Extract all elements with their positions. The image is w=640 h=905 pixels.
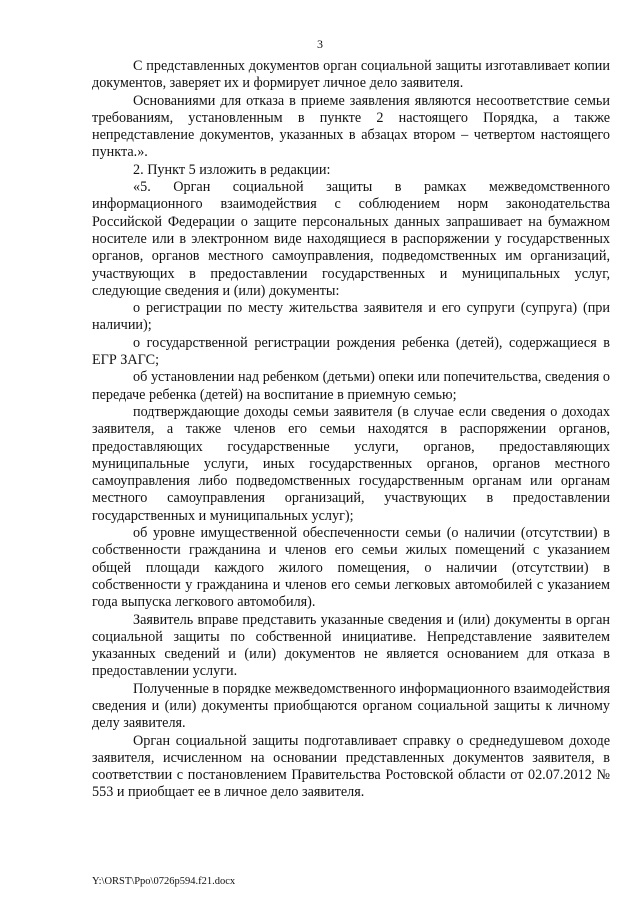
paragraph: Заявитель вправе представить указанные сведения и (или) документы в орган социальной защиты по собственной инициативе. Непредставление заявителем указанных сведений и (или) документов не является основанием для отказа в предоставлении услуги. [92, 611, 610, 680]
paragraph: С представленных документов орган социальной защиты изготавливает копии документов, заверяет их и формирует личное дело заявителя. [92, 58, 610, 92]
document-body [92, 58, 610, 802]
paragraph: Полученные в порядке межведомственного информационного взаимодействия сведения и (или) документы приобщаются органом социальной защиты к личному делу заявителя. [92, 680, 610, 732]
footer-file-path: Y:\ORST\Ppo\0726p594.f21.docx [92, 876, 236, 887]
paragraph: Орган социальной защиты подготавливает справку о среднедушевом доходе заявителя, исчисленном на основании представленных документов заявителя, в соответствии с постановлением Правительства Ростовской области от 02.07.2012 № 553 и приобщает ее в личное дело заявителя. [92, 732, 610, 801]
paragraph: 2. Пункт 5 изложить в редакции: [133, 161, 331, 178]
page-number: 3 [317, 37, 323, 51]
paragraph: Основаниями для отказа в приеме заявления являются несоответствие семьи требованиям, установленным в пункте 2 настоящего Порядка, а также непредставление документов, указанных в абзацах втором – четвертом настоящего пункта.». [92, 92, 610, 161]
paragraph: о государственной регистрации рождения ребенка (детей), содержащиеся в ЕГР ЗАГС; [92, 334, 610, 369]
paragraph: об установлении над ребенком (детьми) опеки или попечительства, сведения о передаче ребенка (детей) на воспитание в приемную семью; [92, 369, 610, 403]
paragraph: «5. Орган социальной защиты в рамках межведомственного информационного взаимодействия с соблюдением норм законодательства Российской Федерации о защите персональных данных запрашивает на бумажном носителе или в электронном виде находящиеся в распоряжении у государственных органов, органов местного самоуправления, подведомственных им организаций, участвующих в предоставлении государственных и муниципальных услуг, следующие сведения и (или) документы: [92, 179, 610, 299]
paragraph: подтверждающие доходы семьи заявителя (в случае если сведения о доходах заявителя, а также членов его семьи находятся в распоряжении органов, предоставляющих государственные услуги, органов, предоставляющих муниципальные услуги, иных государственных органов, органов местного самоуправления либо подведомственных государственным органам или органам местного самоуправления организаций, участвующих в предоставлении государственных и муниципальных услуг); [92, 403, 610, 524]
paragraph: об уровне имущественной обеспеченности семьи (о наличии (отсутствии) в собственности гражданина и членов его семьи жилых помещений с указанием общей площади каждого жилого помещения, о наличии (отсутствии) в собственности у гражданина и членов его семьи легковых автомобилей с указанием года выпуска легкового автомобиля). [92, 525, 610, 611]
paragraph: о регистрации по месту жительства заявителя и его супруги (супруга) (при наличии); [92, 300, 610, 334]
